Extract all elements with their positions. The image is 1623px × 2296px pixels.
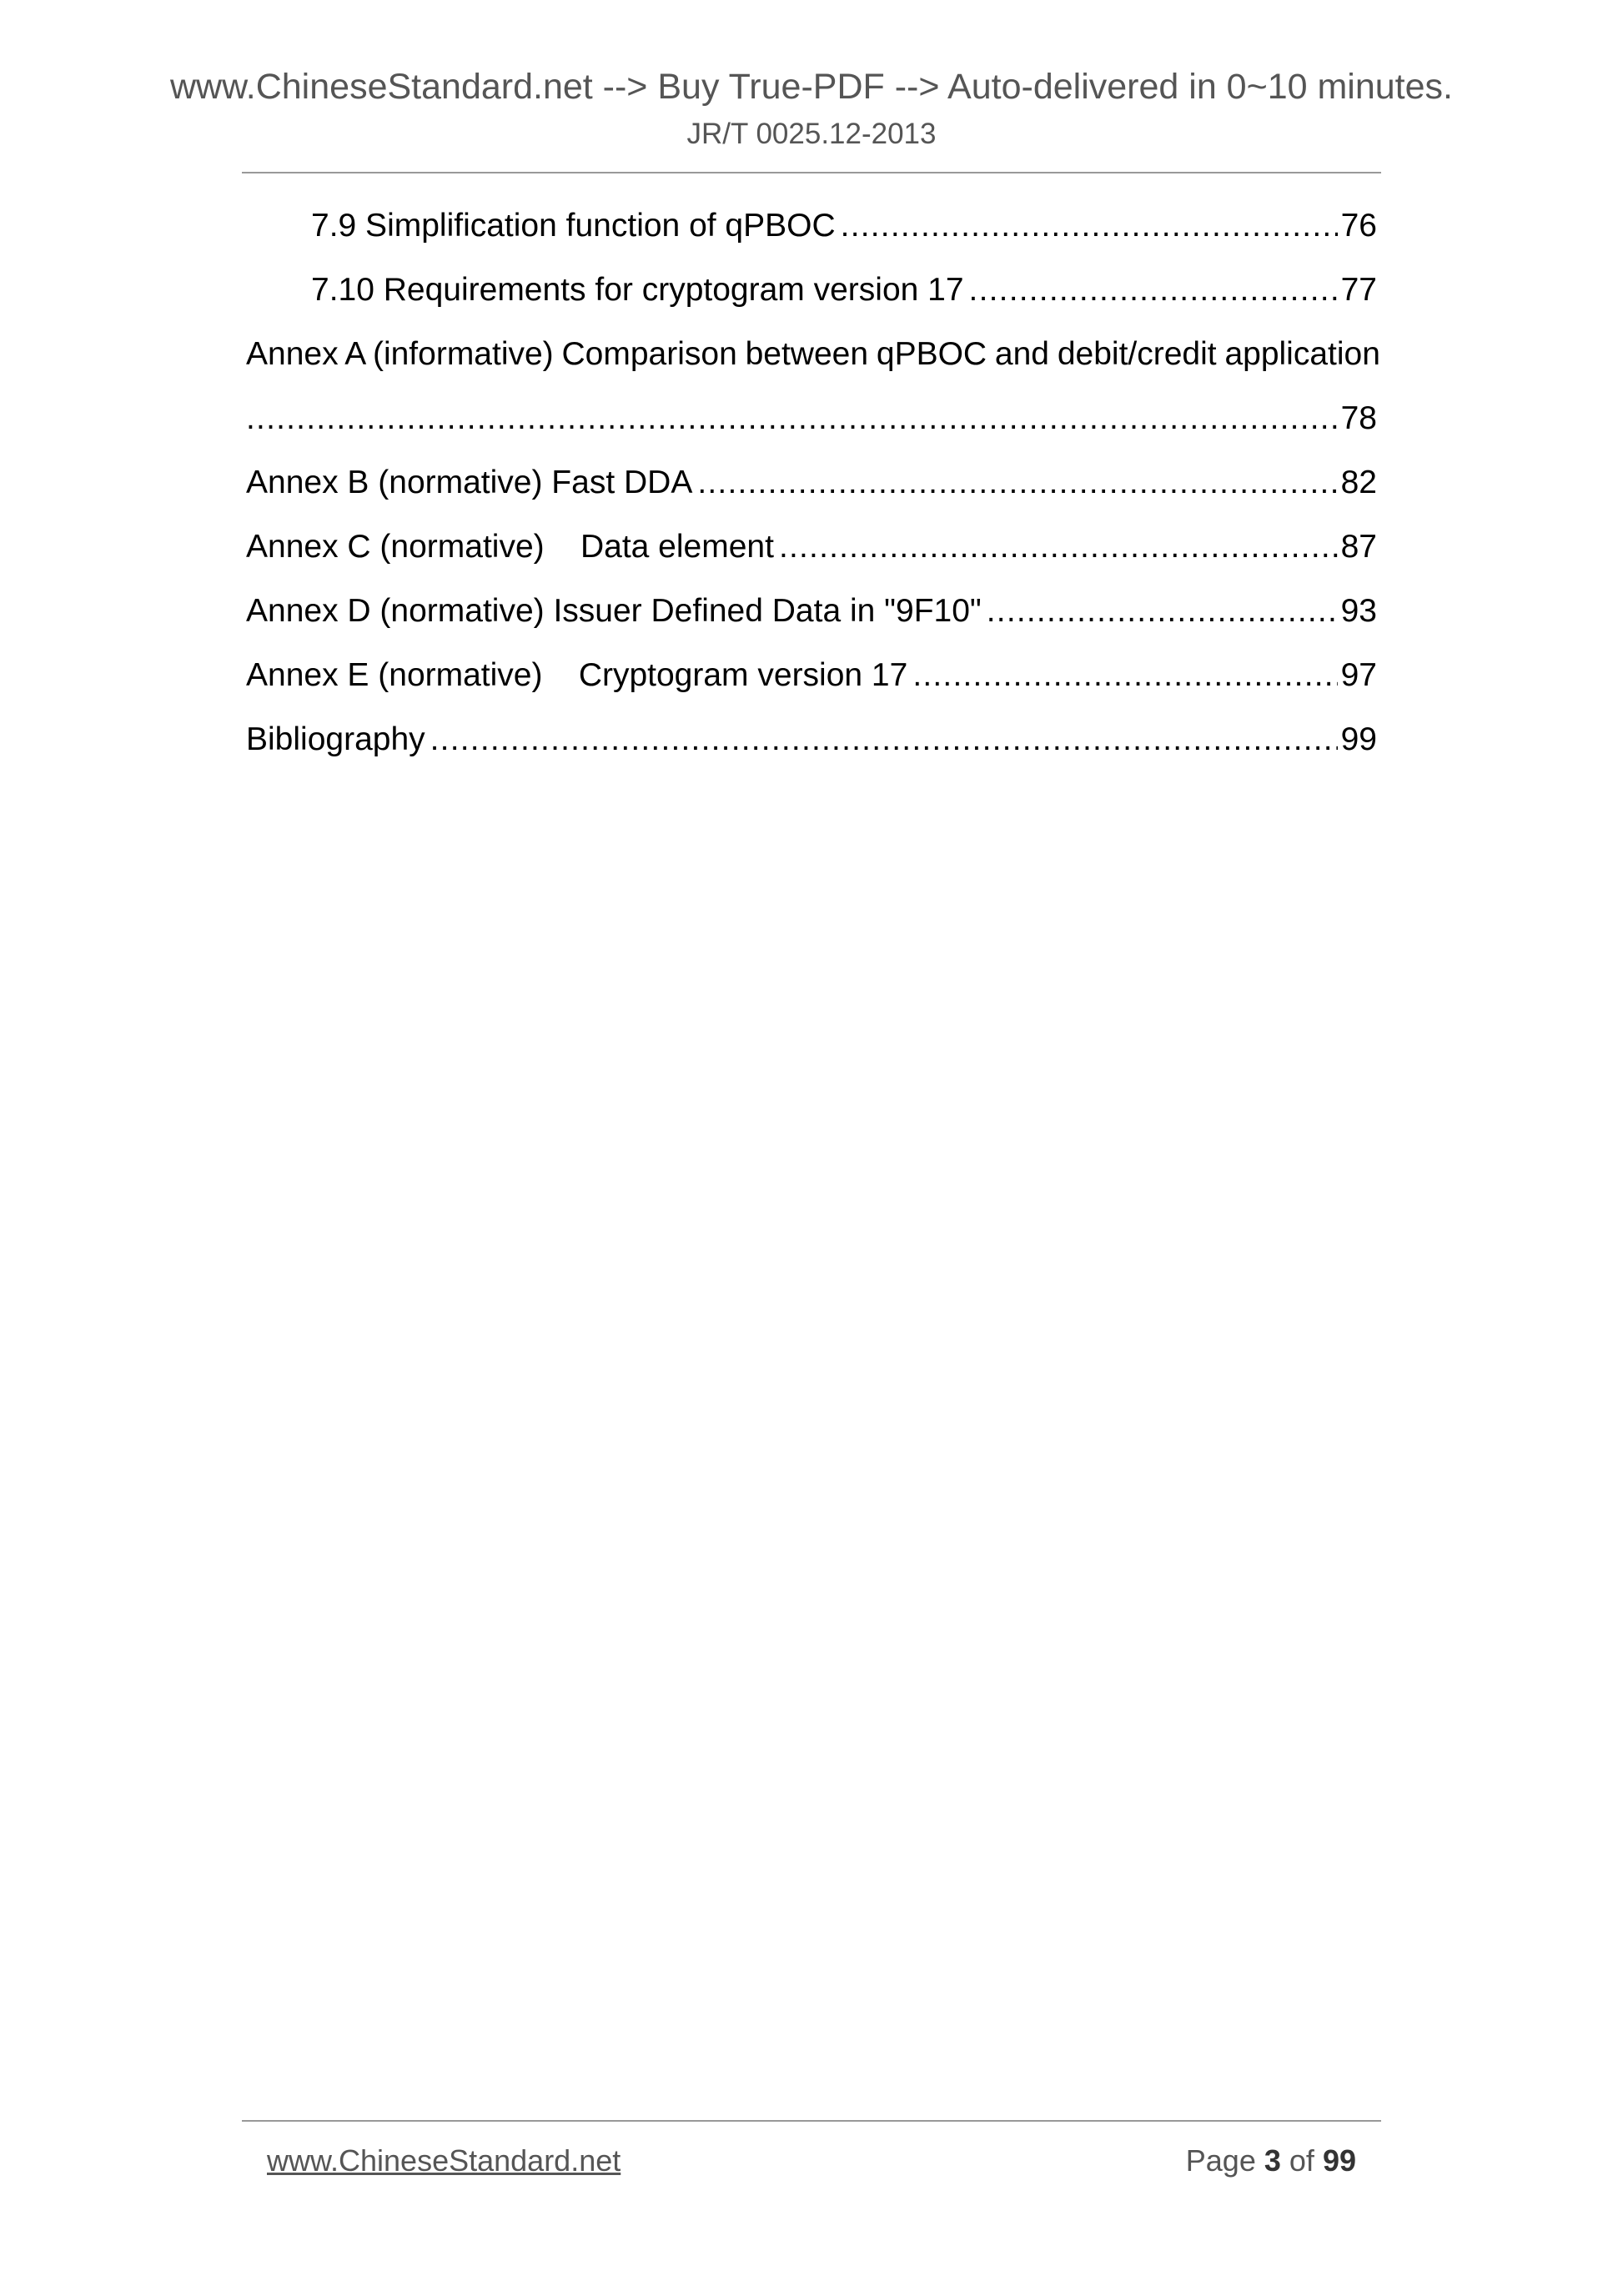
toc-leader-dots — [430, 716, 1338, 763]
toc-entry-page: 87 — [1340, 529, 1377, 565]
total-pages: 99 — [1322, 2143, 1356, 2178]
toc-entry-page: 76 — [1340, 208, 1377, 244]
current-page: 3 — [1264, 2143, 1281, 2178]
toc-entry-annex-c[interactable] — [246, 524, 1377, 588]
toc-entry-7-9[interactable] — [246, 203, 1377, 267]
toc-entry-annex-d[interactable] — [246, 588, 1377, 652]
toc-entry-annex-e[interactable] — [246, 652, 1377, 716]
toc-entry-title: Annex A (informative) Comparison between qPBOC and debit/credit application — [246, 336, 1380, 372]
toc-entry-title: Annex E (normative) Cryptogram version 17 — [246, 657, 908, 693]
toc-entry-title: Annex D (normative) Issuer Defined Data in "9F10" — [246, 593, 982, 629]
toc-leader-dots — [697, 460, 1337, 506]
page-of-label: of — [1289, 2143, 1314, 2178]
footer-website-link[interactable]: www.ChineseStandard.net — [267, 2143, 621, 2178]
toc-entry-annex-b[interactable] — [246, 460, 1377, 524]
toc-entry-page: 99 — [1340, 721, 1377, 757]
toc-entry-page: 97 — [1340, 657, 1377, 693]
toc-entry-page: 93 — [1340, 593, 1377, 629]
toc-entry-annex-a-continuation[interactable] — [246, 395, 1377, 460]
footer-divider — [242, 2120, 1381, 2122]
toc-leader-dots — [779, 524, 1338, 570]
page-label: Page — [1185, 2143, 1256, 2178]
standard-code: JR/T 0025.12-2013 — [686, 118, 937, 150]
toc-leader-dots — [969, 267, 1338, 314]
header-divider — [242, 172, 1381, 173]
toc-entry-page: 82 — [1340, 465, 1377, 500]
toc-entry-7-10[interactable] — [246, 267, 1377, 331]
toc-leader-dots — [841, 203, 1338, 249]
toc-entry-annex-a[interactable] — [246, 331, 1380, 395]
toc-entry-title: Annex C (normative) Data element — [246, 529, 774, 565]
page-number — [1186, 2143, 1356, 2178]
toc-leader-dots — [987, 588, 1338, 635]
toc-entry-title: 7.10 Requirements for cryptogram version 17 — [311, 272, 964, 308]
toc-entry-bibliography[interactable] — [246, 716, 1377, 781]
toc-entry-title: Annex B (normative) Fast DDA — [246, 465, 693, 500]
toc-leader-dots — [912, 652, 1337, 699]
toc-leader-dots — [246, 395, 1338, 442]
table-of-contents — [246, 203, 1380, 781]
toc-entry-page: 78 — [1340, 400, 1377, 436]
header-banner: www.ChineseStandard.net --> Buy True-PDF --> Auto-delivered in 0~10 minutes. — [169, 67, 1453, 107]
toc-entry-title: Bibliography — [246, 721, 425, 757]
toc-entry-page: 77 — [1340, 272, 1377, 308]
toc-entry-title: 7.9 Simplification function of qPBOC — [311, 208, 836, 244]
